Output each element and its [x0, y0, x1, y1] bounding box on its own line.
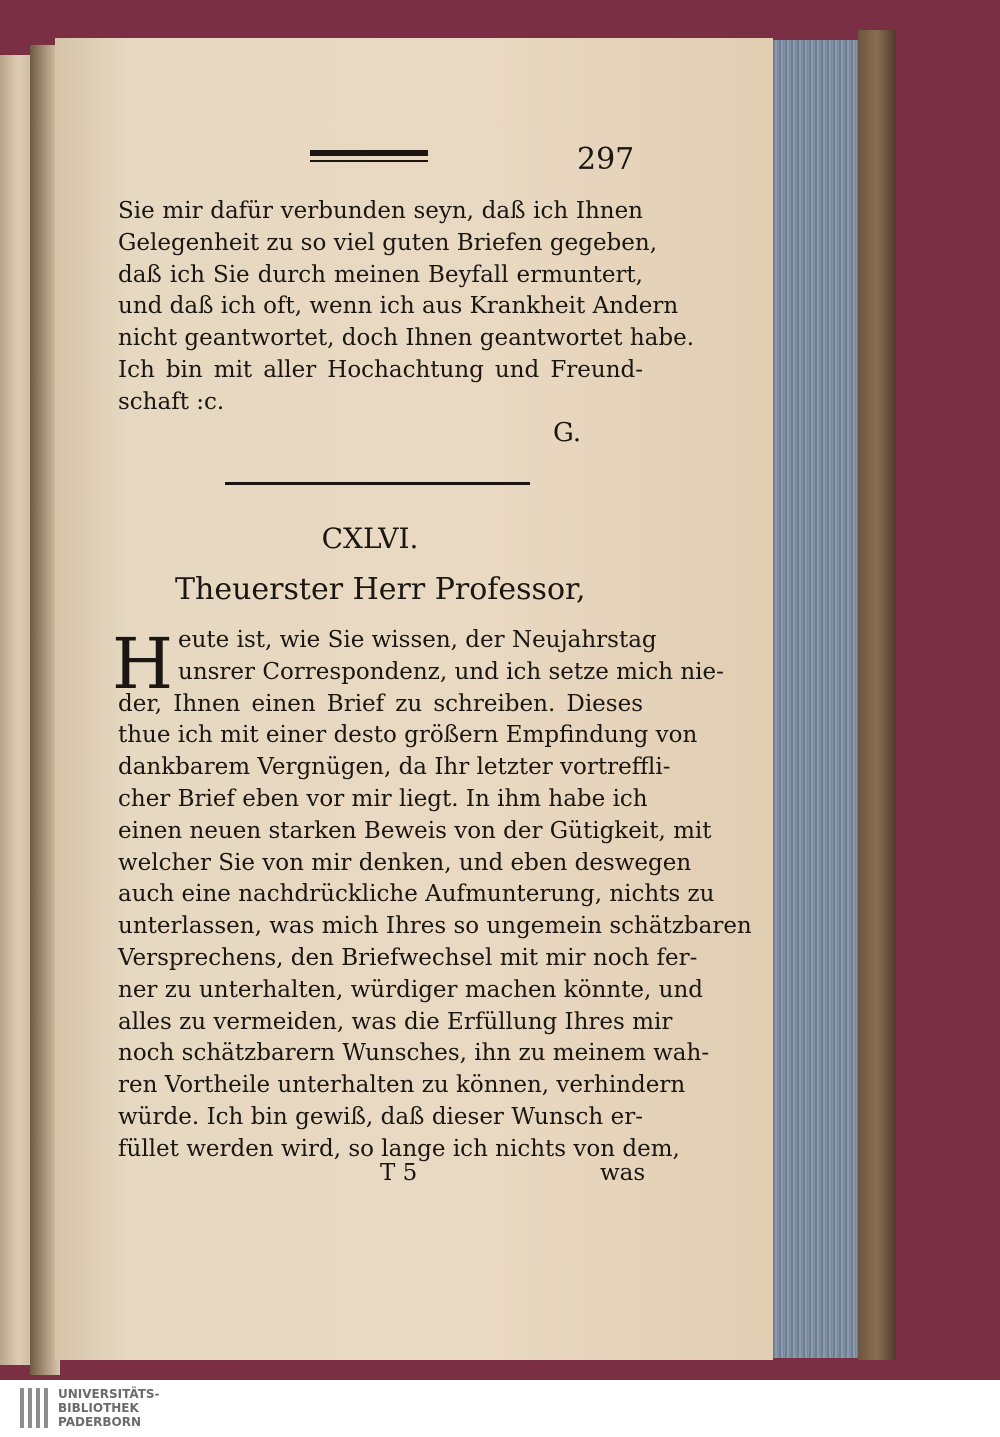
text-line: würde. Ich bin gewiß, daß dieser Wunsch er- — [118, 1103, 643, 1130]
text-line: Ich bin mit aller Hochachtung und Freund- — [118, 356, 643, 383]
body-text-top — [118, 196, 694, 419]
text-line: cher Brief eben vor mir liegt. In ihm habe ich — [118, 785, 648, 812]
drop-cap: H — [112, 623, 174, 705]
text-line: welcher Sie von mir denken, und eben deswegen — [118, 849, 692, 876]
text-line: der, Ihnen einen Brief zu schreiben. Dieses — [118, 690, 643, 717]
library-name-line: UNIVERSITÄTS- — [58, 1387, 160, 1401]
salutation: Theuerster Herr Professor, — [175, 572, 586, 607]
text-line: dankbarem Vergnügen, da Ihr letzter vortreffli- — [118, 754, 671, 781]
text-line: schaft :c. — [118, 388, 225, 415]
page-edges — [760, 40, 866, 1358]
signature-mark: T 5 — [380, 1160, 418, 1186]
header-rule — [310, 150, 428, 156]
signature: G. — [553, 418, 582, 448]
library-logo-icon — [20, 1388, 50, 1428]
text-line: unsrer Correspondenz, und ich setze mich nie- — [178, 658, 724, 685]
text-line: auch eine nachdrückliche Aufmunterung, nichts zu — [118, 881, 715, 908]
library-name-line: BIBLIOTHEK — [58, 1401, 139, 1415]
text-line: einen neuen starken Beweis von der Gütigkeit, mit — [118, 817, 712, 844]
text-line: daß ich Sie durch meinen Beyfall ermuntert, — [118, 261, 643, 288]
header-rule-thin — [310, 160, 428, 162]
text-line: Sie mir dafür verbunden seyn, daß ich Ihnen — [118, 198, 643, 224]
body-text-letter — [118, 625, 752, 1166]
library-name — [58, 1387, 160, 1429]
book-cover-edge — [858, 30, 896, 1360]
text-line: ren Vortheile unterhalten zu können, verhindern — [118, 1072, 686, 1099]
page-number: 297 — [577, 142, 635, 177]
text-line: ner zu unterhalten, würdiger machen könnte, und — [118, 976, 704, 1003]
text-line: und daß ich oft, wenn ich aus Krankheit Andern — [118, 293, 679, 320]
text-line: thue ich mit einer desto größern Empfindung von — [118, 722, 698, 749]
text-line: eute ist, wie Sie wissen, der Neujahrstag — [178, 627, 657, 653]
text-line: noch schätzbarern Wunsches, ihn zu meinem wah- — [118, 1040, 710, 1067]
text-line: nicht geantwortet, doch Ihnen geantwortet habe. — [118, 325, 694, 352]
catchword: was — [600, 1160, 646, 1186]
text-line: unterlassen, was mich Ihres so ungemein schätzbaren — [118, 913, 752, 940]
text-line: Versprechens, den Briefwechsel mit mir noch fer- — [118, 944, 698, 971]
library-name-line: PADERBORN — [58, 1415, 142, 1429]
text-line: alles zu vermeiden, was die Erfüllung Ihres mir — [118, 1008, 673, 1035]
letter-number: CXLVI. — [321, 522, 419, 555]
separator-rule — [225, 482, 530, 485]
text-line: füllet werden wird, so lange ich nichts von dem, — [118, 1135, 680, 1162]
footer-bar — [0, 1380, 1000, 1437]
text-line: Gelegenheit zu so viel guten Briefen gegeben, — [118, 229, 658, 256]
